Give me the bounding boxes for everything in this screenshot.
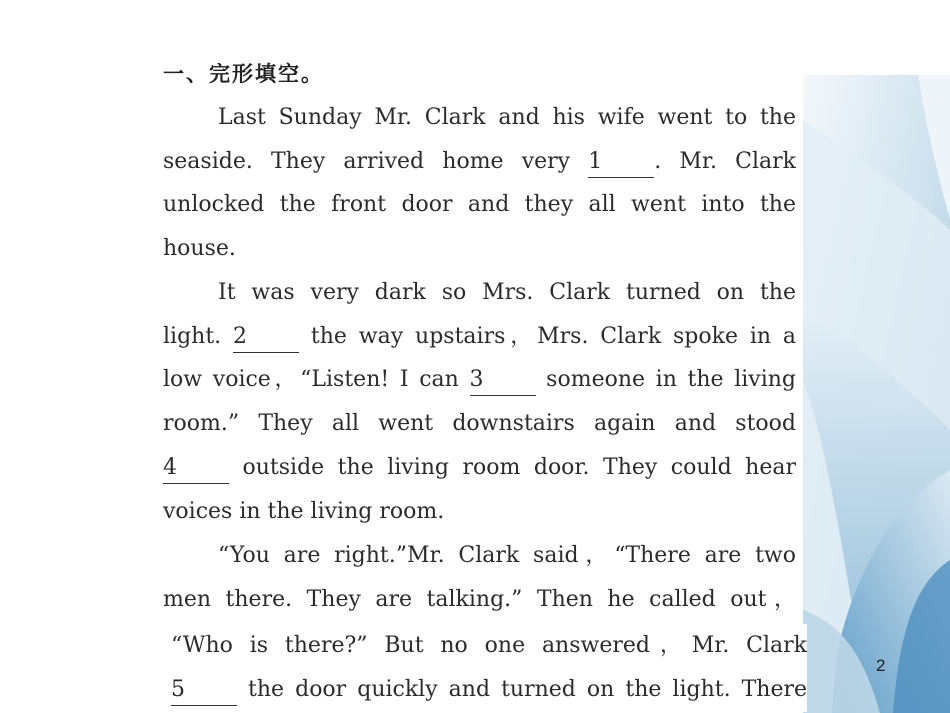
text-line: house. bbox=[163, 236, 236, 262]
answer-blank-1[interactable]: 1 bbox=[588, 147, 654, 178]
text-line: “Who is there?” But no one answered，Mr. Clark bbox=[171, 633, 807, 658]
answer-blank-5[interactable]: 5 bbox=[171, 675, 237, 706]
answer-blank-3[interactable]: 3 bbox=[470, 365, 536, 396]
paragraph-3-continued bbox=[163, 624, 807, 712]
text-span: seaside. They arrived home very bbox=[163, 148, 571, 174]
text-line bbox=[163, 140, 796, 184]
text-span: outside the living room door. They could hear bbox=[242, 454, 796, 480]
answer-blank-2[interactable]: 2 bbox=[233, 322, 299, 353]
text-span: . Mr. Clark bbox=[654, 148, 796, 174]
paragraph-2 bbox=[163, 271, 796, 533]
section-heading: 一、完形填空。 bbox=[163, 62, 324, 86]
text-line: men there. They are talking.” Then he called out， bbox=[163, 586, 796, 612]
text-span: the way upstairs，Mrs. Clark spoke in a bbox=[310, 323, 797, 349]
text-span: the door quickly and turned on the light. There bbox=[248, 677, 808, 702]
text-line: unlocked the front door and they all went into the bbox=[163, 192, 796, 218]
text-line: It was very dark so Mrs. Clark turned on the bbox=[218, 280, 796, 305]
text-line: Last Sunday Mr. Clark and his wife went to the bbox=[218, 105, 796, 130]
text-line bbox=[163, 315, 796, 359]
text-line: room.” They all went downstairs again and stood bbox=[163, 411, 796, 437]
text-line: voices in the living room. bbox=[163, 498, 445, 524]
text-span: someone in the living bbox=[546, 367, 797, 393]
paragraph-1 bbox=[163, 96, 796, 271]
text-line bbox=[167, 668, 807, 712]
text-span: light. bbox=[163, 323, 222, 349]
text-line bbox=[163, 358, 796, 402]
text-line bbox=[163, 446, 796, 490]
paragraph-3 bbox=[163, 534, 796, 621]
text-span: low voice，“Listen! I can bbox=[163, 367, 459, 393]
answer-blank-4[interactable]: 4 bbox=[163, 453, 229, 484]
text-line: “You are right.”Mr. Clark said，“There are two bbox=[218, 543, 796, 568]
page-number: 2 bbox=[876, 656, 886, 675]
